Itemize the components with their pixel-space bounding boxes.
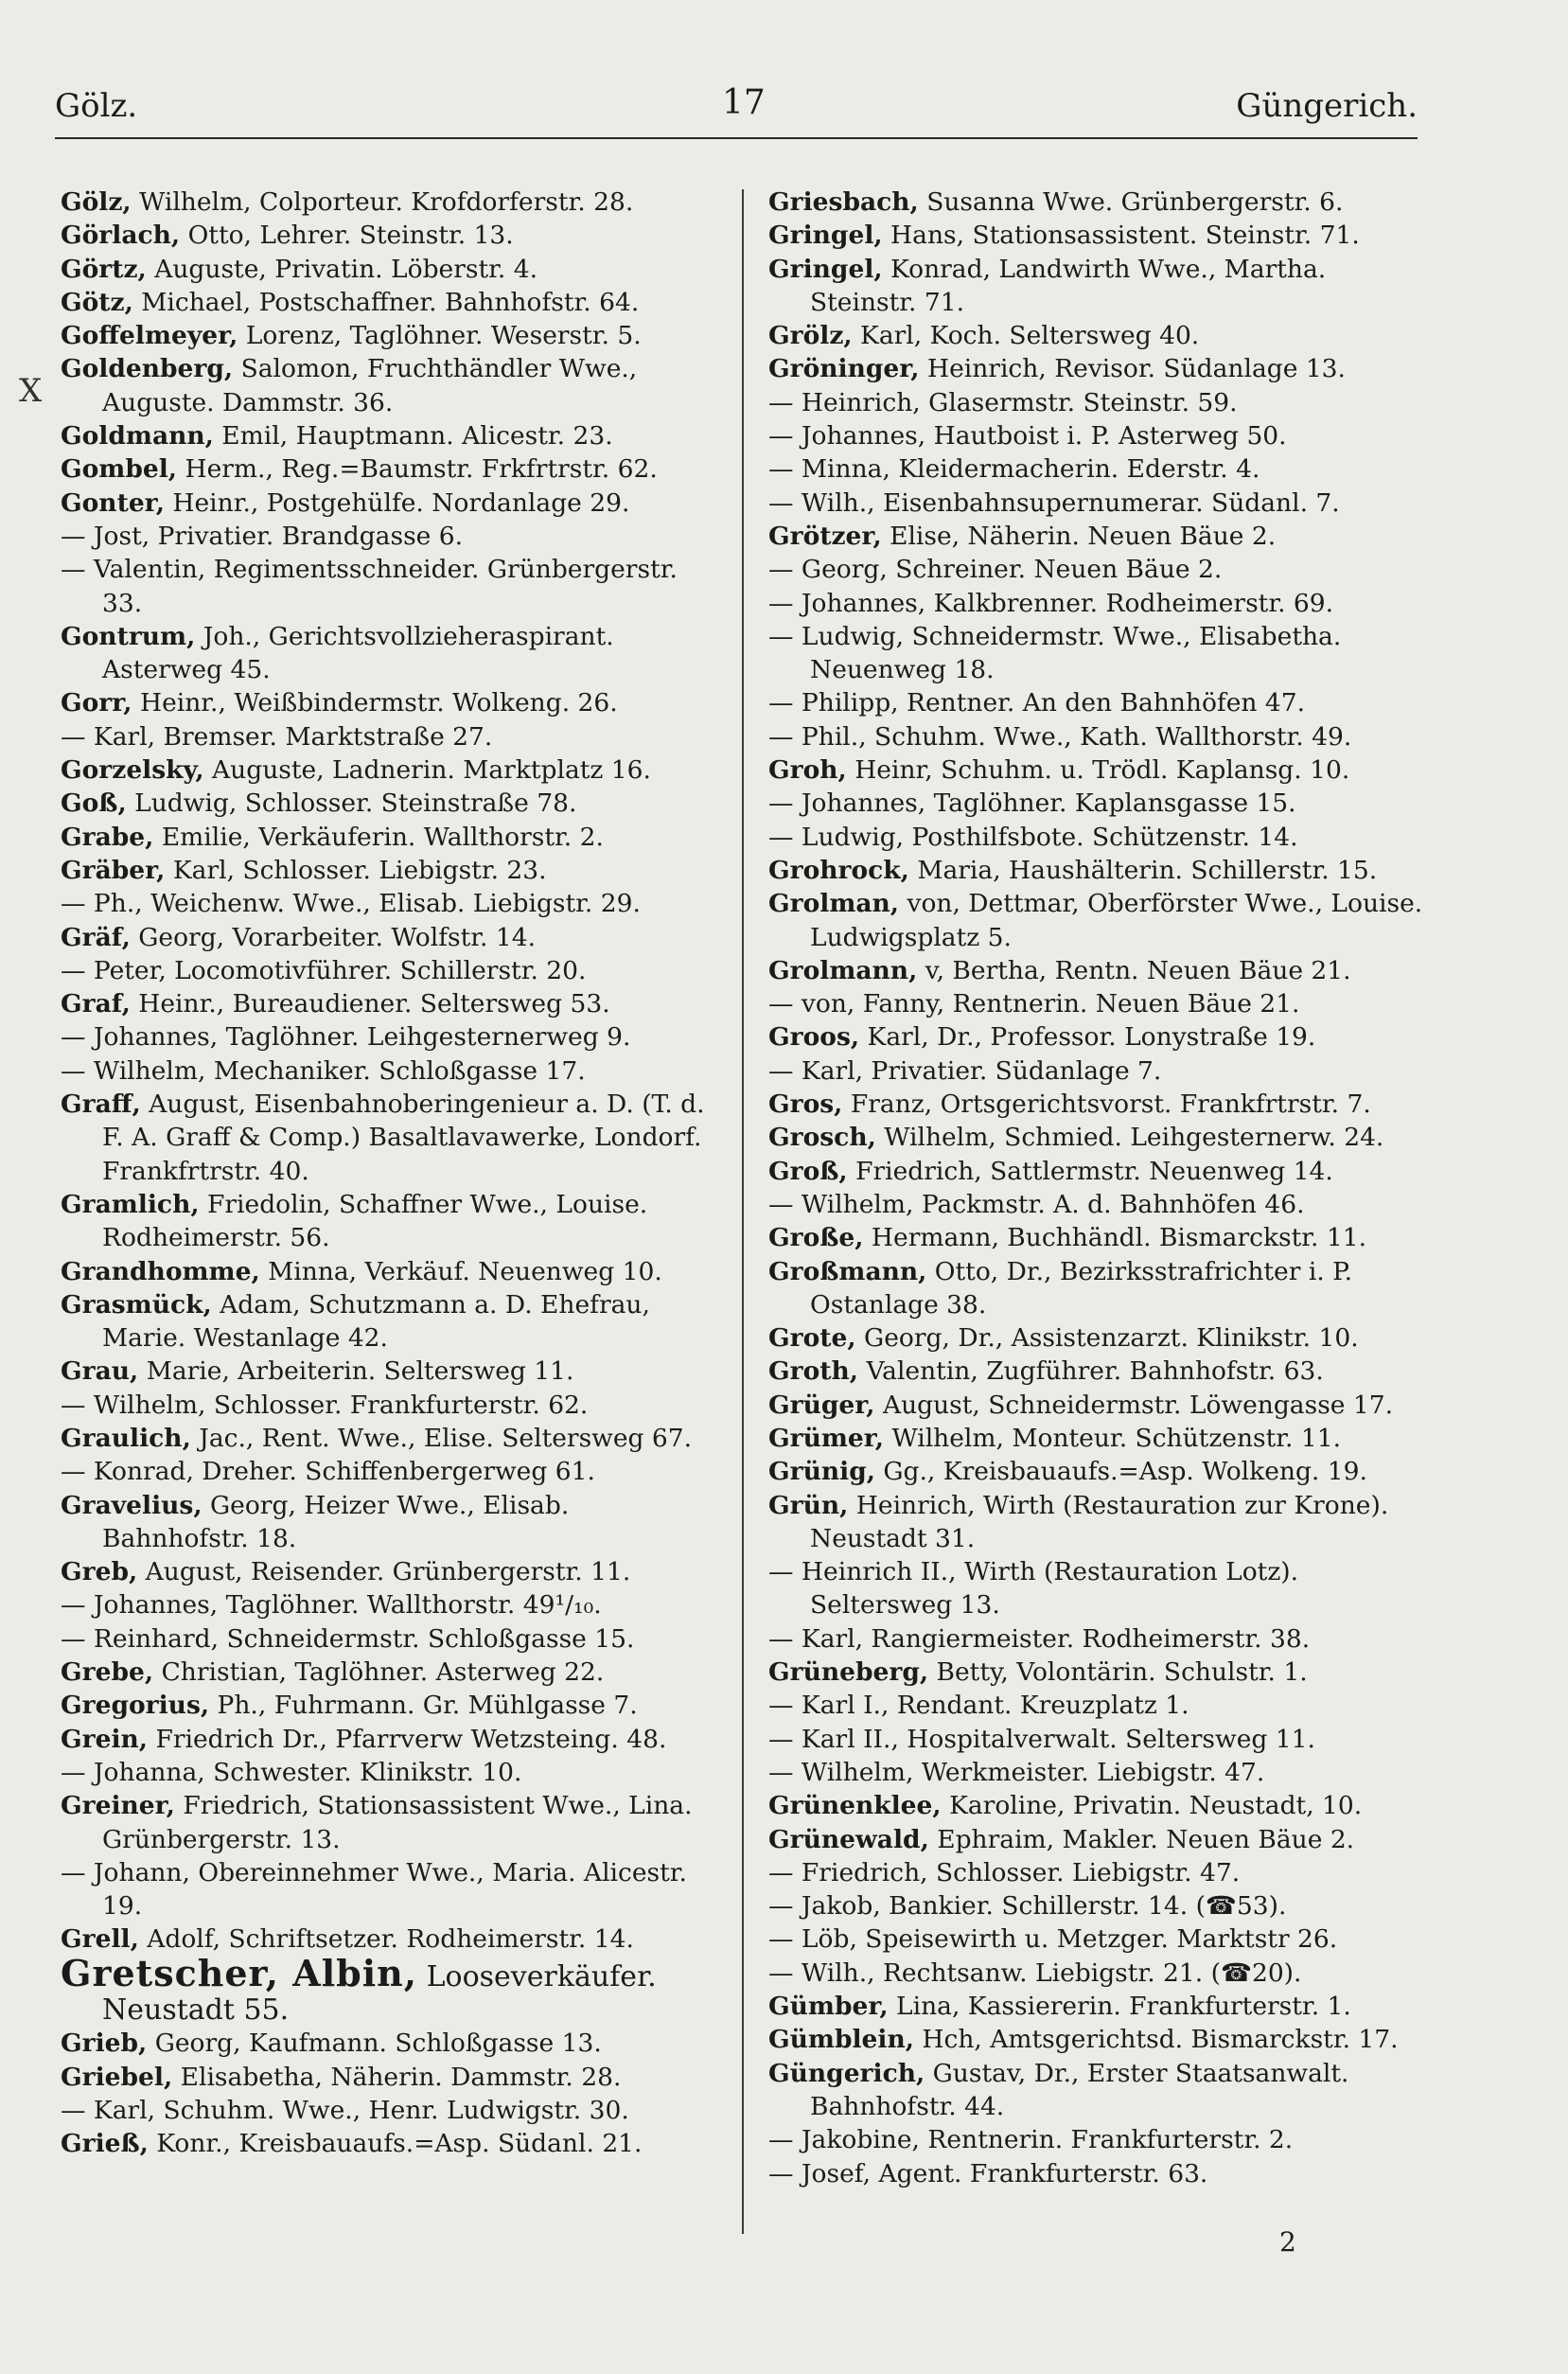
entry-details: — Johannes, Kalkbrenner. Rodheimerstr. 69.	[768, 588, 1334, 618]
entry-details: Otto, Dr., Bezirksstrafrichter i. P. Ostanlage 38.	[810, 1256, 1353, 1320]
entry-details: Hermann, Buchhändl. Bismarckstr. 11.	[863, 1223, 1367, 1253]
entry-details: — Jakobine, Rentnerin. Frankfurterstr. 2.	[768, 2125, 1294, 2155]
entry-details: Heinr., Weißbindermstr. Wolkeng. 26.	[132, 688, 618, 718]
directory-entry	[61, 1689, 723, 1722]
entry-details: Adam, Schutzmann a. D. Ehefrau, Marie. Westanlage 42.	[102, 1289, 650, 1354]
entry-details: Georg, Vorarbeiter. Wolfstr. 14.	[130, 922, 537, 952]
entry-surname: Gorr,	[61, 688, 132, 718]
entry-details: Gg., Kreisbauaufs.=Asp. Wolkeng. 19.	[874, 1457, 1367, 1487]
entry-details: — Jost, Privatier. Brandgasse 6.	[61, 521, 464, 551]
entry-details: v, Bertha, Rentn. Neuen Bäue 21.	[917, 955, 1351, 985]
entry-details: Georg, Heizer Wwe., Elisab. Bahnhofstr. 18.	[102, 1490, 570, 1553]
directory-entry	[768, 553, 1440, 586]
entry-details: Heinr., Postgehülfe. Nordanlage 29.	[164, 487, 630, 518]
entry-details: — Friedrich, Schlosser. Liebigstr. 47.	[768, 1857, 1241, 1887]
entry-surname: Goldmann,	[61, 421, 214, 452]
entry-surname: Grebe,	[61, 1657, 154, 1688]
entry-surname: Gravelius,	[61, 1490, 203, 1520]
entry-details: Christian, Taglöhner. Asterweg 22.	[153, 1657, 605, 1688]
entry-details: Ph., Fuhrmann. Gr. Mühlgasse 7.	[209, 1691, 638, 1721]
entry-details: — Johannes, Taglöhner. Wallthorstr. 49¹/₁₀.	[61, 1590, 602, 1621]
page-number: 17	[722, 83, 766, 122]
directory-entry	[768, 1188, 1440, 1221]
entry-surname: Graulich,	[61, 1423, 191, 1453]
entry-details: Maria, Haushälterin. Schillerstr. 15.	[908, 855, 1378, 885]
entry-details: — Johannes, Taglöhner. Kaplansgasse 15.	[768, 788, 1296, 819]
directory-entry	[768, 1155, 1440, 1188]
directory-entry	[768, 686, 1440, 719]
entry-details: — Karl, Rangiermeister. Rodheimerstr. 38.	[768, 1623, 1311, 1654]
entry-details: — Wilhelm, Werkmeister. Liebigstr. 47.	[768, 1757, 1265, 1787]
entry-surname: Gröninger,	[768, 354, 920, 384]
entry-details: — Karl, Privatier. Südanlage 7.	[768, 1055, 1162, 1086]
entry-surname: Grüneberg,	[768, 1657, 929, 1688]
entry-surname: Groth,	[768, 1356, 859, 1387]
directory-entry	[768, 487, 1440, 520]
entry-details: Lorenz, Taglöhner. Weserstr. 5.	[238, 321, 642, 351]
entry-surname: Grümer,	[768, 1423, 885, 1453]
directory-entry	[61, 219, 723, 252]
entry-details: Karoline, Privatin. Neustadt, 10.	[941, 1791, 1363, 1821]
directory-entry	[768, 1455, 1440, 1488]
entry-surname: Goldenberg,	[61, 354, 234, 384]
entry-details: Heinr, Schuhm. u. Trödl. Kaplansg. 10.	[846, 755, 1350, 786]
entry-details: Susanna Wwe. Grünbergerstr. 6.	[918, 187, 1344, 217]
directory-entry	[768, 1221, 1440, 1254]
directory-entry	[768, 1823, 1440, 1856]
directory-entry	[61, 1088, 723, 1188]
entry-surname: Grandhomme,	[61, 1256, 260, 1286]
directory-entry	[61, 787, 723, 820]
entry-details: — Karl II., Hospitalverwalt. Seltersweg 11.	[768, 1724, 1315, 1754]
entry-details: Adolf, Schriftsetzer. Rodheimerstr. 14.	[138, 1924, 634, 1955]
entry-surname: Grabe,	[61, 822, 154, 852]
directory-entry	[61, 1789, 723, 1856]
directory-entry	[61, 2127, 723, 2160]
directory-entry	[61, 1588, 723, 1621]
entry-surname: Gümblein,	[768, 2025, 914, 2055]
directory-entry	[768, 1789, 1440, 1822]
directory-entry	[61, 720, 723, 753]
entry-surname: Goß,	[61, 788, 127, 819]
directory-entry	[768, 1020, 1440, 1054]
entry-details: Herm., Reg.=Baumstr. Frkfrtrstr. 62.	[177, 454, 658, 485]
entry-details: Wilhelm, Colporteur. Krofdorferstr. 28.	[131, 187, 634, 217]
entry-surname: Grünenklee,	[768, 1791, 942, 1821]
directory-entry	[768, 419, 1440, 452]
entry-surname: Grieß,	[61, 2129, 149, 2159]
directory-entry	[768, 1121, 1440, 1154]
directory-entry	[768, 1689, 1440, 1722]
entry-details: — Georg, Schreiner. Neuen Bäue 2.	[768, 555, 1223, 585]
directory-entry	[61, 1188, 723, 1255]
entry-details: August, Schneidermstr. Löwengasse 17.	[874, 1390, 1394, 1420]
directory-entry	[61, 2094, 723, 2127]
entry-details: — Heinrich, Glasermstr. Steinstr. 59.	[768, 387, 1238, 417]
entry-details: — Reinhard, Schneidermstr. Schloßgasse 15.	[61, 1623, 635, 1654]
entry-surname: Gringel,	[768, 221, 883, 251]
directory-entry	[768, 1922, 1440, 1956]
header-left: Gölz.	[55, 87, 138, 125]
directory-entry	[768, 620, 1440, 687]
entry-surname: Groß,	[768, 1156, 848, 1186]
directory-entry	[768, 1088, 1440, 1121]
directory-entry	[61, 1951, 723, 2028]
entry-surname: Grötzer,	[768, 521, 882, 551]
entry-details: Heinrich, Wirth (Restauration zur Krone). Neustadt 31.	[810, 1490, 1389, 1553]
directory-entry	[61, 620, 723, 687]
directory-entry	[768, 186, 1440, 219]
entry-surname: Groh,	[768, 755, 847, 786]
directory-entry	[61, 553, 723, 620]
directory-entry	[61, 1555, 723, 1588]
entry-details: — Wilh., Eisenbahnsupernumerar. Südanl. 7.	[768, 487, 1340, 518]
entry-details: — Peter, Locomotivführer. Schillerstr. 20.	[61, 955, 587, 985]
entry-surname: Grün,	[768, 1490, 849, 1520]
entry-details: — Wilh., Rechtsanw. Liebigstr. 21. (☎20).	[768, 1958, 1302, 1988]
directory-entry	[61, 487, 723, 520]
directory-entry	[768, 720, 1440, 753]
entry-details: — Valentin, Regimentsschneider. Grünbergerstr. 33.	[61, 555, 678, 618]
entry-surname: Grünewald,	[768, 1824, 929, 1854]
entry-details: — Karl, Schuhm. Wwe., Henr. Ludwigstr. 30.	[61, 2095, 629, 2125]
entry-surname: Große,	[768, 1223, 864, 1253]
right-column	[768, 186, 1440, 2240]
directory-entry	[768, 520, 1440, 553]
directory-entry	[768, 1389, 1440, 1422]
entry-surname: Gombel,	[61, 454, 178, 485]
directory-entry	[61, 1355, 723, 1388]
entry-details: — von, Fanny, Rentnerin. Neuen Bäue 21.	[768, 989, 1300, 1019]
entry-surname: Greiner,	[61, 1791, 175, 1821]
entry-details: — Johannes, Taglöhner. Leihgesternerweg 9.	[61, 1022, 631, 1053]
entry-details: — Ph., Weichenw. Wwe., Elisab. Liebigstr. 29.	[61, 889, 641, 919]
directory-entry	[61, 887, 723, 920]
directory-entry	[768, 452, 1440, 486]
entry-surname: Gretscher, Albin,	[61, 1951, 418, 1994]
entry-surname: Griesbach,	[768, 187, 919, 217]
entry-details: Friedrich Dr., Pfarrverw Wetzsteing. 48.	[148, 1724, 667, 1754]
directory-entry	[61, 1489, 723, 1556]
entry-details: Salomon, Fruchthändler Wwe., Auguste. Dammstr. 36.	[102, 354, 638, 417]
entry-surname: Grasmück,	[61, 1289, 212, 1320]
entry-details: Joh., Gerichtsvollzieheraspirant. Asterweg 45.	[102, 621, 614, 685]
directory-entry	[61, 921, 723, 954]
directory-entry	[61, 253, 723, 286]
directory-entry	[768, 753, 1440, 787]
entry-surname: Gümber,	[768, 1992, 889, 2022]
directory-entry	[768, 1355, 1440, 1388]
entry-surname: Gros,	[768, 1090, 843, 1120]
entry-details: Hans, Stationsassistent. Steinstr. 71.	[882, 221, 1360, 251]
entry-details: Karl, Koch. Seltersweg 40.	[852, 321, 1200, 351]
directory-entry	[768, 2023, 1440, 2056]
entry-details: — Karl, Bremser. Marktstraße 27.	[61, 721, 493, 752]
entry-details: Karl, Dr., Professor. Lonystraße 19.	[859, 1022, 1316, 1053]
directory-entry	[61, 954, 723, 987]
directory-entry	[61, 352, 723, 419]
directory-entry	[768, 1489, 1440, 1556]
entry-details: Friedolin, Schaffner Wwe., Louise. Rodheimerstr. 56.	[102, 1189, 648, 1253]
directory-entry	[768, 1422, 1440, 1455]
directory-entry	[768, 253, 1440, 320]
entry-surname: Gontrum,	[61, 621, 196, 651]
entry-surname: Grote,	[768, 1323, 856, 1354]
margin-mark: X	[19, 372, 43, 410]
entry-details: Heinrich, Revisor. Südanlage 13.	[919, 354, 1346, 384]
entry-details: August, Eisenbahnoberingenieur a. D. (T. d. F. A. Graff & Comp.) Basaltlavawerke, Londorf. Frankfrtrstr. 40.	[102, 1090, 705, 1186]
directory-entry	[768, 2123, 1440, 2156]
directory-entry	[61, 520, 723, 553]
directory-entry	[61, 1422, 723, 1455]
entry-surname: Grohrock,	[768, 855, 909, 885]
entry-surname: Grölz,	[768, 321, 853, 351]
directory-entry	[768, 1723, 1440, 1756]
entry-surname: Grolmann,	[768, 955, 918, 985]
entry-details: — Konrad, Dreher. Schiffenbergerweg 61.	[61, 1457, 595, 1487]
entry-surname: Graf,	[61, 989, 131, 1019]
entry-details: Betty, Volontärin. Schulstr. 1.	[928, 1657, 1308, 1688]
directory-entry	[61, 452, 723, 486]
directory-entry	[768, 386, 1440, 419]
directory-entry	[61, 1455, 723, 1488]
entry-details: Wilhelm, Monteur. Schützenstr. 11.	[884, 1423, 1342, 1453]
entry-details: Wilhelm, Schmied. Leihgesternerw. 24.	[875, 1123, 1384, 1153]
directory-entry	[768, 1856, 1440, 1889]
entry-surname: Gramlich,	[61, 1189, 200, 1219]
entry-surname: Grünig,	[768, 1457, 875, 1487]
page-header	[55, 83, 1418, 134]
entry-details: — Löb, Speisewirth u. Metzger. Marktstr 26.	[768, 1924, 1338, 1955]
entry-details: Georg, Kaufmann. Schloßgasse 13.	[147, 2029, 602, 2059]
entry-details: — Philipp, Rentner. An den Bahnhöfen 47.	[768, 688, 1306, 718]
directory-entry	[768, 787, 1440, 820]
entry-surname: Gräf,	[61, 922, 131, 952]
entry-details: Konr., Kreisbauaufs.=Asp. Südanl. 21.	[148, 2129, 643, 2159]
directory-entry	[61, 2027, 723, 2060]
entry-details: — Karl I., Rendant. Kreuzplatz 1.	[768, 1691, 1189, 1721]
directory-entry	[61, 186, 723, 219]
entry-details: Gustav, Dr., Erster Staatsanwalt. Bahnhofstr. 44.	[810, 2058, 1349, 2121]
directory-entry	[768, 954, 1440, 987]
entry-surname: Goffelmeyer,	[61, 321, 238, 351]
directory-entry	[61, 987, 723, 1020]
directory-entry	[61, 1856, 723, 1923]
entry-details: August, Reisender. Grünbergerstr. 11.	[137, 1557, 631, 1587]
entry-surname: Gregorius,	[61, 1691, 210, 1721]
directory-entry	[768, 219, 1440, 252]
entry-details: Friedrich, Stationsassistent Wwe., Lina. Grünbergerstr. 13.	[102, 1791, 693, 1854]
entry-details: — Phil., Schuhm. Wwe., Kath. Wallthorstr. 49.	[768, 721, 1352, 752]
entry-surname: Gonter,	[61, 487, 165, 518]
entry-details: Friedrich, Sattlermstr. Neuenweg 14.	[847, 1156, 1333, 1186]
entry-details: Emil, Hauptmann. Alicestr. 23.	[213, 421, 613, 452]
entry-details: — Wilhelm, Mechaniker. Schloßgasse 17.	[61, 1055, 586, 1086]
directory-entry	[61, 1622, 723, 1656]
entry-details: Jac., Rent. Wwe., Elise. Seltersweg 67.	[190, 1423, 693, 1453]
entry-surname: Grüger,	[768, 1390, 875, 1420]
entry-details: — Heinrich II., Wirth (Restauration Lotz). Seltersweg 13.	[768, 1557, 1299, 1621]
entry-surname: Grosch,	[768, 1123, 876, 1153]
directory-entry	[61, 1288, 723, 1355]
directory-entry	[61, 1020, 723, 1054]
directory-entry	[768, 1622, 1440, 1656]
directory-entry	[768, 2057, 1440, 2124]
entry-details: Auguste, Ladnerin. Marktplatz 16.	[203, 755, 651, 786]
entry-surname: Gringel,	[768, 254, 883, 284]
entry-surname: Götz,	[61, 287, 133, 317]
entry-surname: Grein,	[61, 1724, 149, 1754]
entry-details: Elisabetha, Näherin. Dammstr. 28.	[172, 2062, 622, 2092]
entry-details: Hch, Amtsgerichtsd. Bismarckstr. 17.	[913, 2025, 1399, 2055]
entry-details: Franz, Ortsgerichtsvorst. Frankfrtrstr. 7.	[842, 1090, 1371, 1120]
footer-number: 2	[1279, 2226, 1296, 2258]
entry-details: Georg, Dr., Assistenzarzt. Klinikstr. 10.	[855, 1323, 1359, 1354]
entry-surname: Graff,	[61, 1090, 141, 1120]
entry-details: — Johannes, Hautboist i. P. Asterweg 50.	[768, 421, 1287, 452]
entry-surname: Güngerich,	[768, 2058, 925, 2088]
directory-entry	[61, 319, 723, 352]
entry-surname: Görtz,	[61, 254, 147, 284]
directory-entry	[61, 1756, 723, 1789]
entry-surname: Groos,	[768, 1022, 860, 1053]
entry-details: Elise, Näherin. Neuen Bäue 2.	[881, 521, 1277, 551]
directory-entry	[768, 887, 1440, 954]
directory-entry	[61, 854, 723, 887]
entry-details: von, Dettmar, Oberförster Wwe., Louise. Ludwigsplatz 5.	[810, 889, 1423, 952]
directory-entry	[768, 587, 1440, 620]
entry-surname: Grell,	[61, 1924, 139, 1955]
directory-entry	[768, 352, 1440, 385]
directory-entry	[61, 1255, 723, 1288]
directory-entry	[61, 1054, 723, 1088]
directory-entry	[768, 1255, 1440, 1322]
entry-details: Heinr., Bureaudiener. Seltersweg 53.	[130, 989, 610, 1019]
entry-details: — Wilhelm, Packmstr. A. d. Bahnhöfen 46.	[768, 1189, 1305, 1219]
entry-details: Emilie, Verkäuferin. Wallthorstr. 2.	[153, 822, 604, 852]
entry-surname: Griebel,	[61, 2062, 173, 2092]
entry-details: Otto, Lehrer. Steinstr. 13.	[180, 221, 514, 251]
header-rule	[55, 137, 1418, 139]
directory-entry	[768, 1957, 1440, 1990]
entry-details: — Ludwig, Schneidermstr. Wwe., Elisabetha. Neuenweg 18.	[768, 621, 1342, 685]
directory-entry	[61, 2061, 723, 2094]
entry-surname: Gölz,	[61, 187, 132, 217]
directory-entry	[768, 319, 1440, 352]
directory-entry	[61, 686, 723, 719]
directory-entry	[768, 1054, 1440, 1088]
entry-surname: Grolman,	[768, 889, 900, 919]
entry-surname: Grieb,	[61, 2029, 148, 2059]
entry-details: Karl, Schlosser. Liebigstr. 23.	[165, 855, 547, 885]
directory-entry	[768, 854, 1440, 887]
entry-details: Marie, Arbeiterin. Seltersweg 11.	[138, 1356, 574, 1387]
entry-details: — Johanna, Schwester. Klinikstr. 10.	[61, 1757, 522, 1787]
directory-entry	[61, 821, 723, 854]
directory-entry	[768, 1555, 1440, 1622]
entry-surname: Görlach,	[61, 221, 181, 251]
directory-entry	[61, 753, 723, 787]
entry-details: Michael, Postschaffner. Bahnhofstr. 64.	[132, 287, 640, 317]
entry-details: — Minna, Kleidermacherin. Ederstr. 4.	[768, 454, 1260, 485]
entry-details: Konrad, Landwirth Wwe., Martha. Steinstr. 71.	[810, 254, 1327, 317]
directory-entry	[61, 286, 723, 319]
entry-details: Looseverkäufer. Neustadt 55.	[102, 1959, 657, 2028]
entry-surname: Grau,	[61, 1356, 139, 1387]
entry-details: — Josef, Agent. Frankfurterstr. 63.	[768, 2158, 1208, 2188]
directory-entry	[768, 1656, 1440, 1689]
entry-details: Valentin, Zugführer. Bahnhofstr. 63.	[858, 1356, 1324, 1387]
left-column	[61, 186, 723, 2240]
entry-details: Auguste, Privatin. Löberstr. 4.	[146, 254, 538, 284]
header-right: Güngerich.	[1236, 87, 1418, 125]
entry-details: — Jakob, Bankier. Schillerstr. 14. (☎53).	[768, 1891, 1287, 1922]
entry-details: Ephraim, Makler. Neuen Bäue 2.	[928, 1824, 1355, 1854]
directory-entry	[768, 1889, 1440, 1922]
entry-details: — Ludwig, Posthilfsbote. Schützenstr. 14.	[768, 822, 1298, 852]
directory-entry	[61, 1389, 723, 1422]
column-divider	[742, 189, 744, 2234]
entry-details: Ludwig, Schlosser. Steinstraße 78.	[126, 788, 577, 819]
entry-surname: Großmann,	[768, 1256, 927, 1286]
directory-entry	[61, 1723, 723, 1756]
entry-details: — Wilhelm, Schlosser. Frankfurterstr. 62.	[61, 1390, 589, 1420]
entry-details: Minna, Verkäuf. Neuenweg 10.	[259, 1256, 662, 1286]
entry-surname: Greb,	[61, 1557, 138, 1587]
directory-entry	[61, 1656, 723, 1689]
directory-entry	[768, 1321, 1440, 1355]
entry-surname: Gräber,	[61, 855, 166, 885]
directory-entry	[61, 419, 723, 452]
directory-entry	[768, 2157, 1440, 2190]
directory-entry	[768, 1990, 1440, 2023]
entry-details: Lina, Kassiererin. Frankfurterstr. 1.	[888, 1992, 1351, 2022]
entry-surname: Gorzelsky,	[61, 755, 204, 786]
directory-entry	[768, 821, 1440, 854]
entry-details: — Johann, Obereinnehmer Wwe., Maria. Alicestr. 19.	[61, 1857, 687, 1922]
directory-entry	[768, 987, 1440, 1020]
directory-entry	[768, 1756, 1440, 1789]
